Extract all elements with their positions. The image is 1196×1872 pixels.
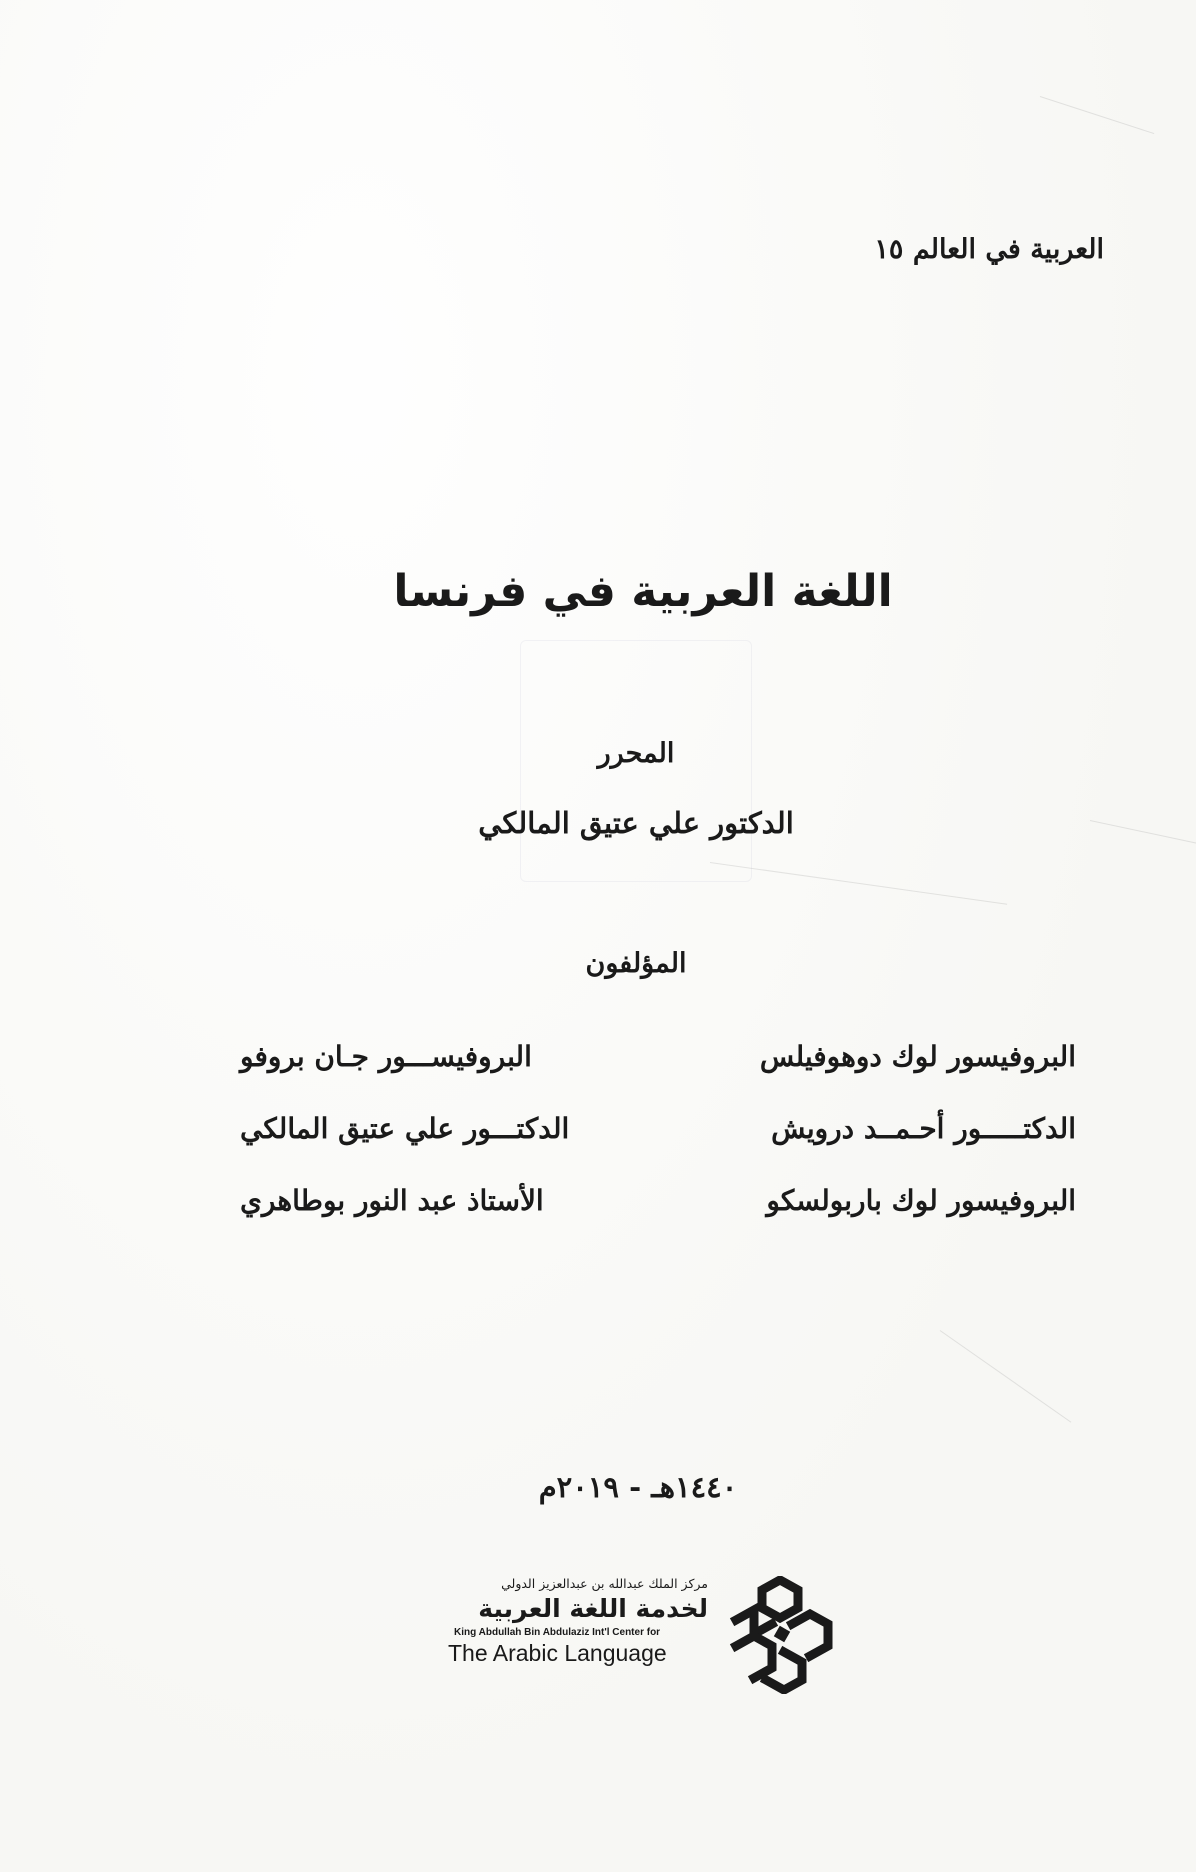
author-name: البروفيسور لوك دوهوفيلس bbox=[759, 1039, 1076, 1073]
editor-label: المحرر bbox=[597, 738, 675, 769]
publisher-line-4: The Arabic Language bbox=[448, 1640, 667, 1666]
author-name: الأستاذ عبد النور بوطاهري bbox=[240, 1183, 544, 1217]
publisher-name bbox=[448, 1576, 708, 1668]
publisher-line-3: King Abdullah Bin Abdulaziz Int'l Center for bbox=[454, 1627, 661, 1638]
publisher-logo bbox=[448, 1576, 842, 1696]
authors-label: المؤلفون bbox=[585, 948, 687, 979]
authors-row bbox=[240, 1164, 1076, 1236]
paper-scuff bbox=[710, 862, 1007, 905]
paper-scuff bbox=[1040, 96, 1154, 134]
authors-row bbox=[240, 1092, 1076, 1164]
author-name: البروفيسور لوك باربولسكو bbox=[766, 1183, 1076, 1217]
publisher-line-1: مركز الملك عبدالله بن عبدالعزيز الدولي bbox=[501, 1576, 708, 1591]
series-title: العربية في العالم ١٥ bbox=[874, 234, 1104, 265]
authors-row bbox=[240, 1020, 1076, 1092]
publication-date: ١٤٤٠هـ - ٢٠١٩م bbox=[538, 1470, 738, 1504]
center-logo-icon bbox=[722, 1576, 842, 1694]
paper-scuff bbox=[940, 1330, 1072, 1423]
publisher-line-2: لخدمة اللغة العربية bbox=[478, 1594, 708, 1623]
author-name: الدكتـــــور أحـمــد درويش bbox=[771, 1111, 1076, 1145]
authors-list bbox=[240, 1020, 1076, 1236]
author-name: البروفيســـور جـان بروفو bbox=[240, 1039, 532, 1073]
author-name: الدكتـــور علي عتيق المالكي bbox=[240, 1111, 570, 1145]
editor-name: الدكتور علي عتيق المالكي bbox=[478, 806, 794, 840]
book-title: اللغة العربية في فرنسا bbox=[393, 566, 893, 617]
